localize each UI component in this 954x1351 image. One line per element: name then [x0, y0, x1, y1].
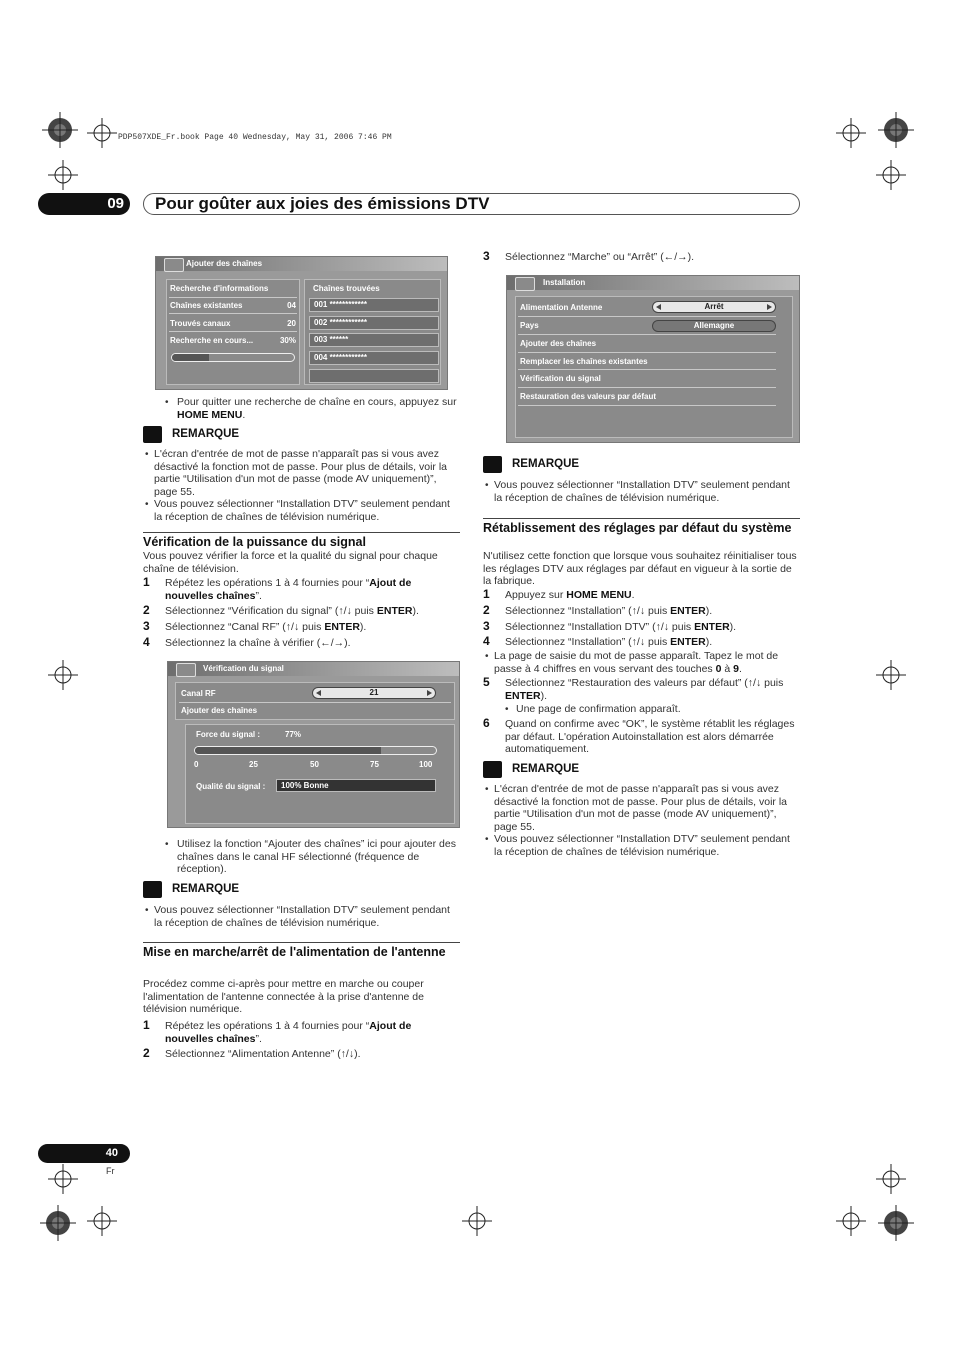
crosshair-mark — [836, 1206, 866, 1236]
crosshair-mark — [87, 1206, 117, 1236]
force-value: 77% — [285, 730, 302, 739]
page-language: Fr — [106, 1166, 115, 1176]
canal-label: Canal RF — [181, 689, 216, 698]
section-intro: Vous pouvez vérifier la force et la qualité du signal pour chaque chaîne de télévision. — [143, 550, 438, 575]
existing-value: 04 — [287, 301, 296, 310]
tick-label: 100 — [419, 760, 433, 769]
step-text: Répétez les opérations 1 à 4 fournies pour “Ajout de nouvelles chaînes”. — [165, 577, 412, 602]
canal-panel — [175, 682, 455, 720]
add-channels-label[interactable]: Ajouter des chaînes — [181, 706, 258, 715]
menu-item[interactable]: Ajouter des chaînes — [520, 339, 597, 348]
antenna-selector[interactable] — [652, 301, 776, 313]
crosshair-mark — [876, 160, 906, 190]
note-label: REMARQUE — [172, 883, 240, 895]
canal-selector[interactable] — [312, 687, 436, 699]
crosshair-mark — [87, 118, 117, 148]
note-text: Vous pouvez sélectionner “Installation DTV” seulement pendant la réception de chaînes de télévision numérique. — [494, 479, 790, 504]
channel-row: 003 ****** — [309, 333, 439, 347]
search-value: 30% — [279, 336, 296, 345]
found-label: Trouvés canaux — [170, 319, 231, 328]
page-number: 40 — [38, 1144, 130, 1163]
install-menu-panel — [515, 296, 793, 438]
section-intro: N'utilisez cette fonction que lorsque vous souhaitez réinitialiser tous les réglages DTV aux réglages par défaut en vigueur à la sortie de la fabrique. — [483, 550, 797, 587]
step-text: Sélectionnez la chaîne à vérifier (←/→). — [165, 637, 351, 649]
search-label: Recherche en cours... — [170, 336, 254, 345]
note-icon — [483, 456, 502, 473]
channel-row-empty — [309, 369, 439, 383]
force-label: Force du signal : — [196, 730, 261, 739]
section-title: Mise en marche/arrêt de l'alimentation de l'antenne — [143, 945, 446, 959]
note-text: L'écran d'entrée de mot de passe n'apparaît pas si vous avez désactivé la fonction mot de passe. Pour plus de détails, voir la partie “Utilisation d'un mot de passe (mode AV uniquement)”, page 55. — [494, 783, 787, 833]
channel-row: 001 ************ — [309, 298, 439, 312]
note-text: Vous pouvez sélectionner “Installation DTV” seulement pendant la réception de chaînes de télévision numérique. — [494, 833, 790, 858]
step-text: Sélectionnez “Restauration des valeurs par défaut” (↑/↓ puis ENTER). — [505, 677, 784, 702]
registration-mark — [876, 110, 916, 150]
found-value: 20 — [287, 319, 296, 328]
menu-item[interactable]: Remplacer les chaînes existantes — [520, 357, 648, 366]
crosshair-mark — [462, 1206, 492, 1236]
print-meta: PDP507XDE_Fr.book Page 40 Wednesday, May 31, 2006 7:46 PM — [118, 133, 392, 142]
quality-label: Qualité du signal : — [196, 782, 266, 791]
step-text: Sélectionnez “Canal RF” (↑/↓ puis ENTER). — [165, 621, 367, 633]
crosshair-mark — [876, 1164, 906, 1194]
quality-value: 100% Bonne — [276, 779, 436, 792]
add-channels-screen — [155, 256, 448, 390]
chapter-number: 09 — [38, 193, 130, 215]
step-text: Répétez les opérations 1 à 4 fournies pour “Ajout de nouvelles chaînes”. — [165, 1020, 412, 1045]
step-text: Sélectionnez “Alimentation Antenne” (↑/↓). — [165, 1048, 361, 1060]
found-header: Chaînes trouvées — [313, 284, 380, 293]
search-progress — [171, 353, 295, 362]
note-icon — [143, 426, 162, 443]
note-icon — [143, 881, 162, 898]
setup-icon — [515, 277, 535, 291]
country-selector[interactable]: Allemagne — [652, 320, 776, 332]
crosshair-mark — [48, 1164, 78, 1194]
step-text: Sélectionnez “Installation” (↑/↓ puis ENTER). — [505, 605, 713, 617]
step-text: Sélectionnez “Installation DTV” (↑/↓ puis ENTER). — [505, 621, 737, 633]
tick-label: 75 — [370, 760, 379, 769]
note-label: REMARQUE — [172, 428, 240, 440]
step-text: Appuyez sur HOME MENU. — [505, 589, 635, 601]
found-panel — [304, 279, 441, 385]
signal-panel — [185, 724, 455, 824]
chapter-title: Pour goûter aux joies des émissions DTV — [155, 194, 490, 213]
crosshair-mark — [836, 118, 866, 148]
info-header: Recherche d'informations — [170, 284, 269, 293]
screen-title: Vérification du signal — [168, 662, 459, 676]
installation-screen — [506, 275, 800, 443]
crosshair-mark — [876, 660, 906, 690]
menu-item[interactable]: Alimentation Antenne — [520, 303, 603, 312]
crosshair-mark — [48, 660, 78, 690]
note-text: Vous pouvez sélectionner “Installation DTV” seulement pendant la réception de chaînes de télévision numérique. — [154, 498, 450, 523]
quit-search-text: Pour quitter une recherche de chaîne en cours, appuyez sur HOME MENU. — [177, 396, 457, 421]
info-panel — [166, 279, 300, 385]
search-progress-fill — [172, 354, 209, 361]
note-text: L'écran d'entrée de mot de passe n'apparaît pas si vous avez désactivé la fonction mot de passe. Pour plus de détails, voir la partie “Utilisation d'un mot de passe (mode AV uniquement)”, page 55. — [154, 448, 447, 498]
setup-icon — [164, 258, 184, 272]
menu-item[interactable]: Pays — [520, 321, 539, 330]
bullet-text: Une page de confirmation apparaît. — [516, 703, 681, 715]
menu-item[interactable]: Vérification du signal — [520, 374, 601, 383]
force-bar — [194, 746, 437, 755]
channel-row: 002 ************ — [309, 316, 439, 330]
setup-icon — [176, 663, 196, 677]
screen-title: Installation — [507, 276, 799, 290]
tick-label: 0 — [194, 760, 199, 769]
menu-item[interactable]: Restauration des valeurs par défaut — [520, 392, 657, 401]
channel-row: 004 ************ — [309, 351, 439, 365]
signal-check-screen — [167, 661, 460, 828]
step-text: Sélectionnez “Installation” (↑/↓ puis ENTER). — [505, 636, 713, 648]
force-bar-fill — [195, 747, 381, 754]
canal-value: 21 — [369, 688, 379, 697]
note-icon — [483, 761, 502, 778]
section-intro: Procédez comme ci-après pour mettre en marche ou couper l'alimentation de l'antenne connectée à la prise d'antenne de télévision numérique. — [143, 978, 424, 1015]
registration-mark — [876, 1203, 916, 1243]
step-text: Sélectionnez “Marche” ou “Arrêt” (←/→). — [505, 251, 695, 263]
crosshair-mark — [48, 160, 78, 190]
step-text: Quand on confirme avec “OK”, le système rétablit les réglages par défaut. L'opération Autoinstallation est alors démarrée automatiquement. — [505, 718, 795, 755]
antenna-value: Arrêt — [704, 302, 724, 311]
bullet-text: La page de saisie du mot de passe apparaît. Tapez le mot de passe à 4 chiffres en vous servant des touches 0 à 9. — [494, 650, 779, 675]
existing-label: Chaînes existantes — [170, 301, 243, 310]
section-title: Rétablissement des réglages par défaut du système — [483, 521, 792, 535]
tick-label: 25 — [249, 760, 258, 769]
tick-label: 50 — [310, 760, 319, 769]
note-text: Vous pouvez sélectionner “Installation DTV” seulement pendant la réception de chaînes de télévision numérique. — [154, 904, 450, 929]
note-label: REMARQUE — [512, 763, 580, 775]
note-label: REMARQUE — [512, 458, 580, 470]
registration-mark — [40, 110, 80, 150]
step-text: Sélectionnez “Vérification du signal” (↑/↓ puis ENTER). — [165, 605, 419, 617]
registration-mark — [38, 1203, 78, 1243]
section-title: Vérification de la puissance du signal — [143, 535, 366, 549]
add-function-text: Utilisez la fonction “Ajouter des chaînes” ici pour ajouter des chaînes dans le canal HF sélectionné (fréquence de réception). — [177, 838, 456, 875]
screen-title: Ajouter des chaînes — [156, 257, 447, 271]
